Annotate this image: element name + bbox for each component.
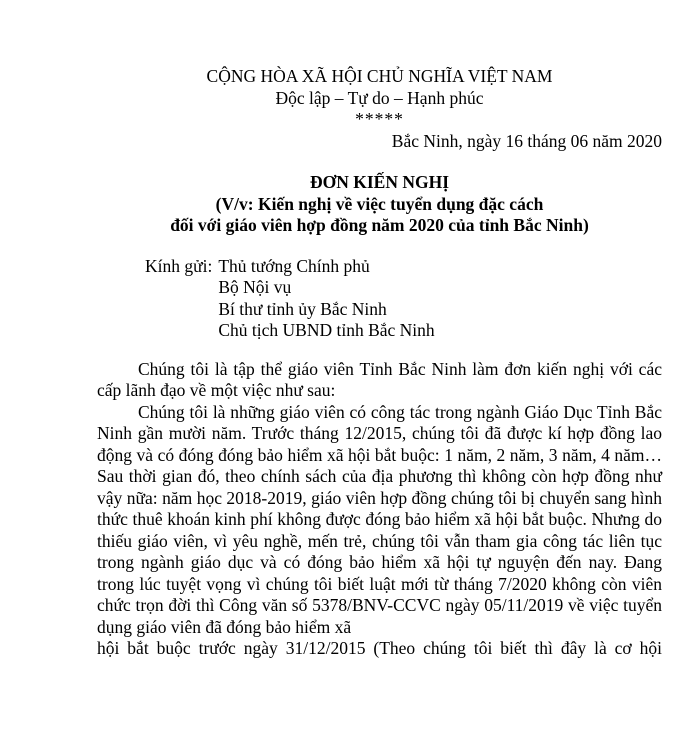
country-name-line: CỘNG HÒA XÃ HỘI CHỦ NGHĨA VIỆT NAM (206, 66, 553, 86)
recipient-item: Thủ tướng Chính phủ (218, 255, 370, 276)
body-paragraph-intro: Chúng tôi là tập thể giáo viên Tỉnh Bắc Ninh làm đơn kiến nghị với các cấp lãnh đạo về một việc như sau: (97, 358, 662, 400)
recipient-item: Bộ Nội vụ (218, 277, 292, 297)
recipients-label: Kính gửi: (145, 255, 213, 276)
petition-title: ĐƠN KIẾN NGHỊ (309, 172, 450, 192)
title-block (97, 172, 662, 237)
place-date-line: Bắc Ninh, ngày 16 tháng 06 năm 2020 (391, 130, 662, 151)
clipped-bottom-line: hội bắt buộc trước ngày 31/12/2015 (Theo chúng tôi biết thì đây là cơ hội (97, 638, 662, 658)
stars-separator: ***** (355, 109, 404, 129)
body-text (97, 358, 662, 658)
recipient-item: Bí thư tỉnh ủy Bắc Ninh (218, 298, 387, 319)
recipients-block (97, 256, 662, 342)
petition-subtitle-line-1: (V/v: Kiến nghị về việc tuyển dụng đặc cách (215, 193, 544, 214)
recipients-list (218, 256, 434, 342)
body-paragraph-main: Chúng tôi là những giáo viên có công tác trong ngành Giáo Dục Tỉnh Bắc Ninh gần mười năm. Trước tháng 12/2015, chúng tôi đã được kí hợp đồng lao động và có đóng đóng bảo hiểm xã hội bắt buộc: 1 năm, 2 năm, 3 năm, 4 năm… Sau thời gian đó, theo chính sách của địa phương thì không còn hợp đồng như vậy nữa: năm học 2018-2019, giáo viên hợp đồng chúng tôi bị chuyển sang hình thức thuê khoán kinh phí không được đóng bảo hiểm xã hội bắt buộc. Nhưng do thiếu giáo viên, vì yêu nghề, mến trẻ, chúng tôi vẫn tham gia công tác liên tục trong ngành giáo dục và có đóng bảo hiểm xã hội tự nguyện đến nay. Đang trong lúc tuyệt vọng vì chúng tôi biết luật mới từ tháng 7/2020 không còn viên chức trọn đời thì Công văn số 5378/BNV-CCVC ngày 05/11/2019 về việc tuyển dụng giáo viên đã đóng bảo hiểm xã (97, 401, 662, 637)
petition-subtitle-line-2: đối với giáo viên hợp đồng năm 2020 của tỉnh Bắc Ninh) (170, 215, 589, 235)
national-motto-line: Độc lập – Tự do – Hạnh phúc (275, 87, 484, 108)
recipient-item: Chủ tịch UBND tỉnh Bắc Ninh (218, 320, 435, 340)
national-header (97, 66, 662, 131)
